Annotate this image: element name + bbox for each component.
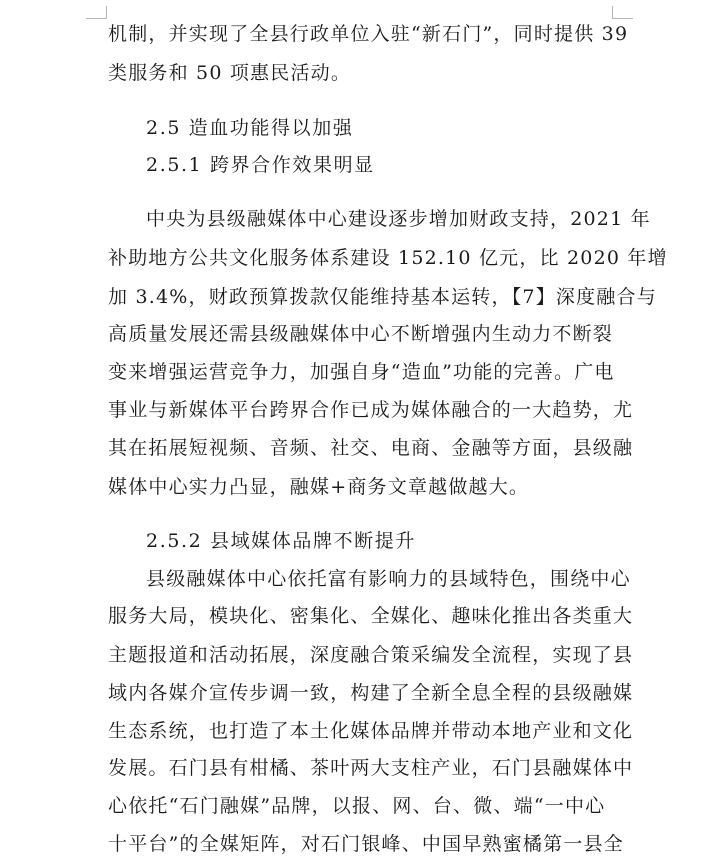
body-text-line: 心依托“石门融媒”品牌，以报、网、台、微、端“一中心 <box>108 795 606 817</box>
body-text-line: 类服务和 50 项惠民活动。 <box>108 62 352 84</box>
body-text-line: 其在拓展短视频、音频、社交、电商、金融等方面，县级融 <box>108 437 634 459</box>
body-text-line: 变来增强运营竞争力，加强自身“造血”功能的完善。广电 <box>108 361 615 383</box>
body-text-line: 中央为县级融媒体中心建设逐步增加财政支持，2021 年 <box>146 208 651 230</box>
body-text-line: 事业与新媒体平台跨界合作已成为媒体融合的一大趋势，尤 <box>108 399 634 421</box>
page-corner-mark-right <box>612 6 633 19</box>
subsection-heading: 2.5.1 跨界合作效果明显 <box>146 154 375 176</box>
body-text-line: 补助地方公共文化服务体系建设 152.10 亿元，比 2020 年增 <box>108 247 668 269</box>
page-corner-mark-left <box>86 6 107 19</box>
body-text-line: 高质量发展还需县级融媒体中心不断增强内生动力不断裂 <box>108 323 614 345</box>
body-text-line: 十平台”的全媒矩阵，对石门银峰、中国早熟蜜橘第一县全 <box>108 833 624 855</box>
body-text-line: 服务大局，模块化、密集化、全媒化、趣味化推出各类重大 <box>108 605 634 627</box>
body-text-line: 媒体中心实力凸显，融媒+商务文章越做越大。 <box>108 476 530 498</box>
body-text-line: 域内各媒介宣传步调一致，构建了全新全息全程的县级融媒 <box>108 682 634 704</box>
body-text-line: 生态系统，也打造了本土化媒体品牌并带动本地产业和文化 <box>108 720 634 742</box>
body-text-line: 县级融媒体中心依托富有影响力的县域特色，围绕中心 <box>146 568 631 590</box>
subsection-heading: 2.5.2 县域媒体品牌不断提升 <box>146 530 416 552</box>
body-text-line: 加 3.4%，财政预算拨款仅能维持基本运转，【7】深度融合与 <box>108 286 657 308</box>
body-text-line: 发展。石门县有柑橘、茶叶两大支柱产业，石门县融媒体中 <box>108 757 634 779</box>
body-text-line: 机制，并实现了全县行政单位入驻“新石门”，同时提供 39 <box>108 23 629 45</box>
section-heading: 2.5 造血功能得以加强 <box>146 117 354 139</box>
body-text-line: 主题报道和活动拓展，深度融合策采编发全流程，实现了县 <box>108 644 634 666</box>
